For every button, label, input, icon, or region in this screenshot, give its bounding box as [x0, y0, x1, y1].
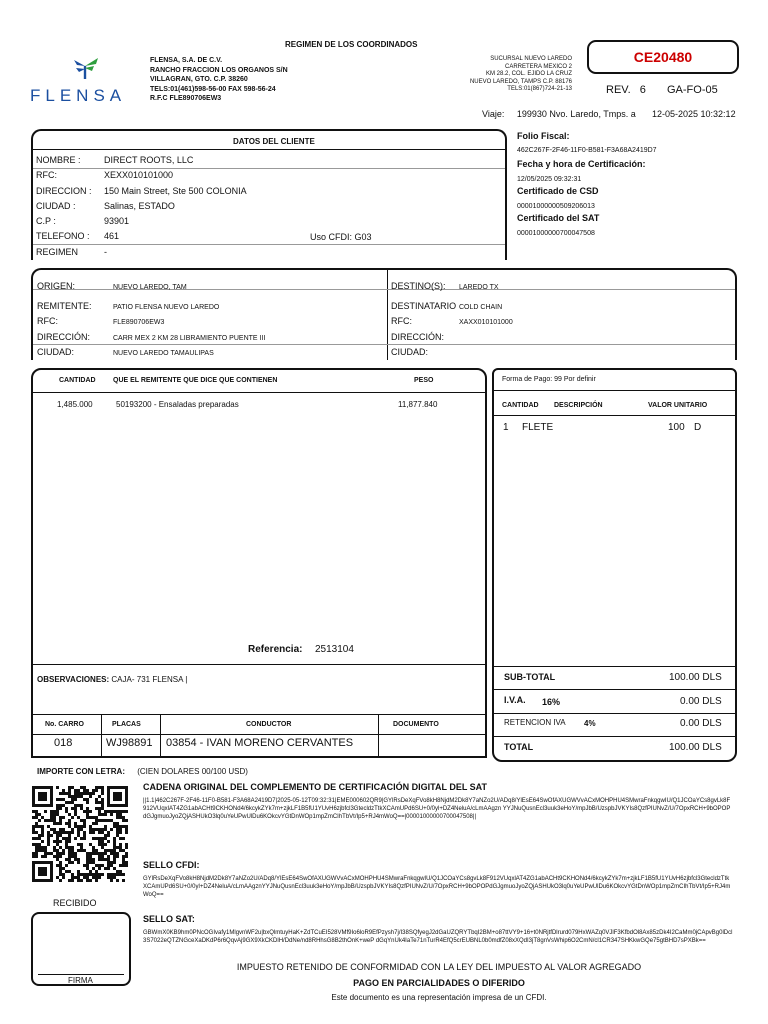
ciudad-label: CIUDAD: — [37, 347, 75, 357]
referencia-label: Referencia: — [248, 644, 303, 655]
bill-row-descripcion: FLETE — [522, 422, 554, 433]
field-label: NOMBRE : — [36, 155, 81, 165]
trip-label: Viaje: — [482, 109, 505, 119]
sello-sat-text: GBWmX0KB9hm0PNcOGIvafy1MlgvnWF2u|bxQlmtuyHaK+ZdTCuEI528VMf9Io6loR9EfPzysh7j/I38SQfyegJ2dGaUZQRYTbqI2BM+o87ttVY9+16+t0NRjtfDlrurd079HxWAZq0VJlF3KfbdOl8Ax85zDk4I2CaMm0jCApvBg0lDcl3S7022eQTZNGceXaDKdP6r6QqvAj9GX9XkCKDlH/DdNe/nd8RHhsG8B2thOnK+weP dGqYnUk4IaTe71nTurR4EfQ5crEUBNL0b0mdfZ08xXQdI3jT8gnVsWhip6O2CmN/cl1CR347SHKkwGQe75gtBHD7sPXBk== — [143, 930, 733, 944]
total-label: TOTAL — [504, 742, 534, 752]
bill-row-cantidad: 1 — [503, 422, 509, 433]
rev-label: REV. — [606, 84, 631, 96]
retencion-value: 0.00 DLS — [680, 718, 722, 729]
bill-col-descripcion: DESCRIPCIÓN — [554, 402, 603, 409]
origen-label: ORIGEN: — [37, 281, 76, 291]
dest-direccion-label: DIRECCIÓN: — [391, 332, 445, 342]
iva-label: I.V.A. — [504, 695, 526, 705]
branch-line: TELS:01(867)724-21-13 — [507, 86, 572, 93]
field-value: DIRECT ROOTS, LLC — [104, 155, 194, 165]
qr-code — [32, 786, 128, 882]
client-field — [36, 184, 247, 199]
sello-cfdi-text: GYlRsDeXqFVo8kH8NjdM2Dk8Y7aNZo2U/ADq8/YlEsE64SwOfAXUGWVvACxMOHPHU4SMwraFnkqgwIU/Q1JCOaYCs8gvLk8F912VUqxlAT4ZG1abACHt9CKHONd4/6kcykZYk7m+zjkLF1B5fU1YUvH6zjbfcl3GtecldzTtkXCAmUPd6SU+0/0yl+DZ4NeluA/cLmAAgznYYJNuQusnEcl3uuk3eHoY/mpJbB/UzspbJVKYIs8QzfPIUNvZ/U/7OpxRCH+9bOPOPdGJgmuoJyoZQjASHUkO3lq0uYeUPwUlDu6KOkcvYGtDnWOp1mpZmCIhTbVt/Ip5+RJ4mWoQ== — [143, 876, 731, 898]
firma-label: FIRMA — [68, 976, 93, 985]
client-field — [36, 199, 247, 214]
company-line: VILLAGRAN, GTO. C.P. 38260 — [150, 76, 248, 84]
dest-ciudad-label: CIUDAD: — [391, 347, 429, 357]
destino-value: LAREDO TX — [459, 284, 499, 291]
subtotal-value: 100.00 DLS — [669, 672, 722, 683]
client-field — [36, 214, 247, 229]
origin-block — [37, 276, 265, 356]
field-label: TELEFONO : — [36, 231, 90, 242]
field-label: REGIMEN — [36, 246, 79, 257]
divider — [494, 713, 735, 714]
company-line: FLENSA, S.A. DE C.V. — [150, 57, 223, 64]
divider — [101, 714, 102, 758]
subtotal-label: SUB-TOTAL — [504, 672, 556, 682]
goods-row-descripcion: 50193200 - Ensaladas preparadas — [116, 400, 239, 409]
branch-info — [440, 56, 572, 94]
divider — [33, 168, 505, 169]
divider — [494, 415, 735, 416]
bill-col-valor: VALOR UNITARIO — [648, 402, 708, 409]
field-value: 93901 — [104, 216, 130, 227]
field-label: CIUDAD : — [36, 200, 76, 211]
flensa-logo — [30, 56, 142, 106]
col-peso: PESO — [414, 377, 434, 384]
csd-label: Certificado de CSD — [517, 186, 599, 196]
branch-line: CARRETERA MEXICO 2 — [504, 63, 572, 70]
destinatario-value: COLD CHAIN — [459, 304, 503, 311]
importe-value: (CIEN DOLARES 00/100 USD) — [137, 767, 248, 776]
rfc-label: RFC: — [37, 316, 58, 326]
footer-line-3: Este documento es una representación impresa de un CFDI. — [331, 993, 547, 1002]
divider — [494, 390, 735, 391]
footer-line-1: IMPUESTO RETENIDO DE CONFORMIDAD CON LA LEY DEL IMPUESTO AL VALOR AGREGADO — [236, 962, 642, 972]
fecha-cert-value: 12/05/2025 09:32:31 — [517, 176, 582, 183]
destino-label: DESTINO(S): — [391, 281, 446, 291]
company-info — [150, 56, 288, 104]
fecha-cert-label: Fecha y hora de Certificación: — [517, 159, 646, 169]
client-field — [36, 168, 247, 183]
trip-date: 12-05-2025 10:32:12 — [652, 109, 736, 119]
uso-cfdi: Uso CFDI: G03 — [310, 232, 372, 242]
revision — [606, 84, 646, 96]
col-cantidad: CANTIDAD — [59, 377, 96, 384]
retencion-label: RETENCION IVA — [504, 718, 566, 727]
col-conductor: CONDUCTOR — [246, 721, 292, 728]
col-contenido: QUE EL REMITENTE QUE DICE QUE CONTIENEN — [113, 377, 278, 384]
origen-value: NUEVO LAREDO, TAM — [113, 284, 187, 291]
branch-line: SUCURSAL NUEVO LAREDO — [490, 56, 572, 62]
footer-line-2: PAGO EN PARCIALIDADES O DIFERIDO — [353, 978, 525, 988]
trip-info — [482, 109, 636, 119]
field-label: C.P : — [36, 216, 56, 227]
observaciones-value: CAJA- 731 FLENSA | — [111, 675, 188, 684]
referencia-value: 2513104 — [315, 644, 354, 655]
bill-col-cantidad: CANTIDAD — [502, 402, 539, 409]
bill-row-unidad: D — [694, 422, 702, 433]
direccion-label: DIRECCIÓN: — [37, 332, 91, 342]
conductor-value: 03854 - IVAN MORENO CERVANTES — [166, 737, 354, 749]
carro-value: 018 — [54, 737, 73, 749]
importe-label: IMPORTE CON LETRA: — [37, 767, 125, 776]
form-code: GA-FO-05 — [667, 84, 718, 96]
company-line: TELS:01(461)598-56-00 FAX 598-56-24 — [150, 85, 276, 93]
total-value: 100.00 DLS — [669, 742, 722, 753]
sat-cert-value: 00001000000700047508 — [517, 230, 595, 237]
divider — [494, 736, 735, 737]
divider — [494, 666, 735, 667]
cadena-heading: CADENA ORIGINAL DEL COMPLEMENTO DE CERTIFICACIÓN DIGITAL DEL SAT — [143, 782, 488, 792]
client-heading: DATOS DEL CLIENTE — [233, 137, 315, 146]
placas-value: WJ98891 — [106, 737, 153, 749]
destination-block — [391, 276, 513, 356]
field-label: RFC: — [36, 170, 57, 181]
branch-line: KM 28.2, COL. EJIDO LA CRUZ — [485, 71, 572, 78]
remitente-label: REMITENTE: — [37, 301, 92, 311]
divider — [378, 714, 379, 758]
field-value: XEXX010101000 — [104, 170, 174, 181]
goods-row-peso: 11,877.840 — [398, 400, 438, 409]
flensa-leaf-icon — [70, 56, 100, 80]
sello-sat-label: SELLO SAT: — [143, 914, 195, 924]
trip-value: 199930 Nvo. Laredo, Tmps. a — [516, 109, 636, 119]
destinatario-label: DESTINATARIO — [391, 301, 457, 311]
field-label: DIRECCION : — [36, 185, 92, 196]
folio-box — [587, 40, 739, 74]
forma-pago: Forma de Pago: 99 Por definir — [502, 376, 596, 383]
rfc-value: FLE890706EW3 — [113, 319, 165, 326]
bill-row-valor: 100 — [668, 422, 685, 433]
ciudad-value: NUEVO LAREDO TAMAULIPAS — [113, 350, 214, 357]
company-line: R.F.C FLE890706EW3 — [150, 95, 222, 103]
observaciones — [37, 675, 187, 684]
goods-row-cantidad: 1,485.000 — [57, 400, 93, 409]
direccion-value: CARR MEX 2 KM 28 LIBRAMIENTO PUENTE III — [113, 335, 266, 342]
field-value: Salinas, ESTADO — [104, 200, 175, 211]
folio-fiscal-value: 462C267F-2F46-11F0-B581-F3A68A2419D7 — [517, 147, 657, 154]
csd-value: 00001000000509206013 — [517, 203, 595, 210]
col-documento: DOCUMENTO — [393, 721, 439, 728]
field-value: 461 — [104, 231, 120, 242]
divider — [160, 714, 161, 758]
divider — [33, 664, 485, 665]
iva-value: 0.00 DLS — [680, 696, 722, 707]
iva-rate: 16% — [542, 697, 561, 707]
divider — [33, 734, 485, 735]
observaciones-label: OBSERVACIONES: — [37, 675, 110, 684]
folio-fiscal-label: Folio Fiscal: — [517, 131, 570, 141]
folio-number: CE20480 — [633, 49, 693, 65]
goods-box — [31, 368, 487, 758]
sello-cfdi-label: SELLO CFDI: — [143, 860, 200, 870]
recibido-label: RECIBIDO — [53, 898, 97, 908]
field-value: - — [104, 246, 107, 257]
divider — [33, 392, 485, 393]
divider — [33, 244, 505, 245]
fiscal-info — [517, 131, 657, 239]
rev-value: 6 — [639, 84, 646, 96]
retencion-rate: 4% — [584, 719, 596, 728]
remitente-value: PATIO FLENSA NUEVO LAREDO — [113, 304, 220, 311]
dest-rfc-value: XAXX010101000 — [459, 319, 513, 326]
signature-line — [38, 974, 124, 975]
divider — [387, 270, 388, 360]
divider — [33, 149, 505, 150]
client-field — [36, 245, 247, 260]
flensa-brand-text: FLENSA — [30, 86, 127, 105]
dest-rfc-label: RFC: — [391, 316, 412, 326]
cadena-text: ||1.1|462C267F-2F46-11F0-B581-F3A68A2419D7|2025-05-12T09:32:31|EME000602QR9|GYlRsDeXqFVo8kH8NjdM2Dk8Y7aNZo2U/ADq8/YlEsE64SwOfAXUGWVvACxMOHPHU4SMwraFnkqgwIU/Q1JCOaYCs8gvLk8F912VUqxlAT4ZG1abACHt9CKHONd4/6kcykZYk7m+zjkLF1B5fU1YUvH6zjbfcl3GtecldzTtkXCAmUPd6SU+0/0yl+DZ4NeluA/cLmAAgzn YYJNuQusnEcl3uuk3eHoY/mpJbB/UzspbJVKYIs8QzfPIUNvZ/U/7OpxRCH+9bOPOPdGJgmuoJyoZQjASHUkO3lq0uYeUPwUlDu6KOkcvYGtDnWOp1mpZmCIhTbVt/Ip5+RJ4mWoQ==|00001000000700047508|| — [143, 798, 731, 820]
document-title: REGIMEN DE LOS COORDINADOS — [285, 40, 418, 49]
col-carro: No. CARRO — [45, 721, 84, 728]
company-line: RANCHO FRACCION LOS ORGANOS S/N — [150, 66, 288, 74]
branch-line: NUEVO LAREDO, TAMPS C.P. 88176 — [469, 78, 572, 85]
sat-cert-label: Certificado del SAT — [517, 213, 600, 223]
importe — [37, 767, 248, 776]
field-value: 150 Main Street, Ste 500 COLONIA — [104, 185, 247, 196]
col-placas: PLACAS — [112, 721, 141, 728]
divider — [494, 689, 735, 690]
client-field — [36, 229, 247, 244]
client-field — [36, 153, 247, 168]
